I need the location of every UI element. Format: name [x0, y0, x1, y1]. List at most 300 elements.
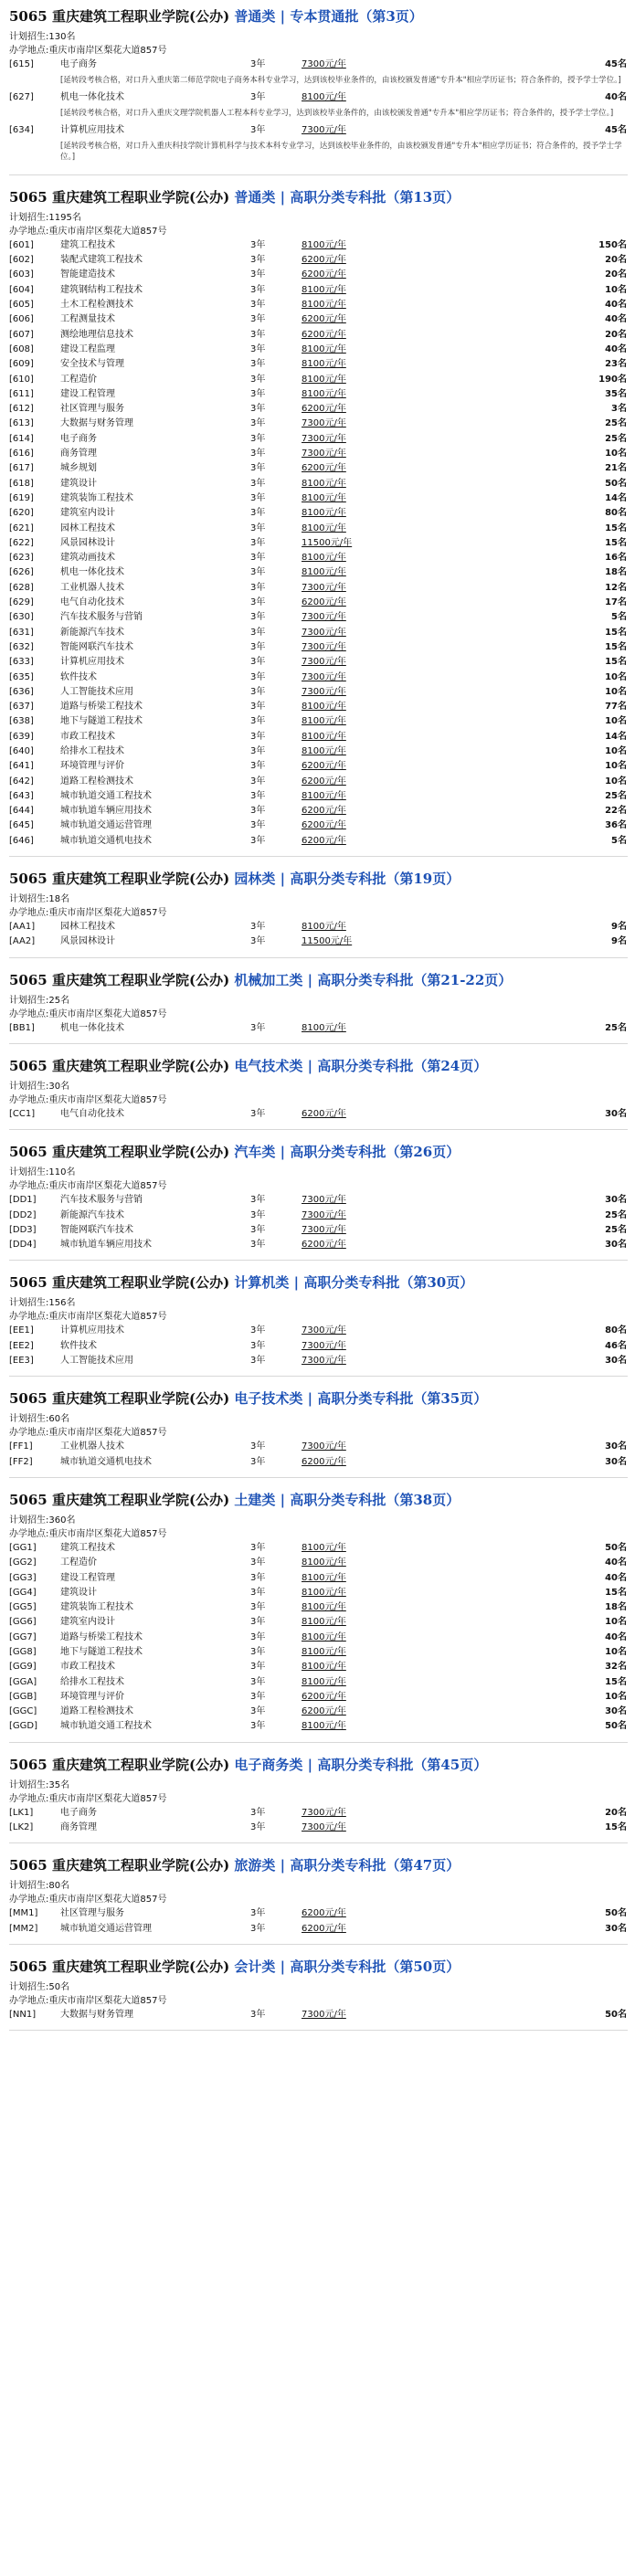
major-name: 电子商务 — [60, 1807, 97, 1818]
block-header — [9, 1491, 628, 1509]
enroll-count: 35名 — [605, 388, 627, 399]
tuition-fee: 8100元/年 — [302, 1022, 346, 1033]
enroll-count: 17名 — [605, 597, 627, 608]
major-row — [9, 640, 628, 655]
tuition-fee: 8100元/年 — [302, 1647, 346, 1657]
tuition-fee: 7300元/年 — [302, 124, 346, 135]
major-name: 城乡规划 — [60, 463, 97, 474]
category-link[interactable]: 园林类 — [234, 871, 276, 888]
major-row — [9, 328, 628, 343]
batch-link[interactable]: 高职分类专科批（第26页） — [290, 1144, 460, 1161]
major-code: [611] — [9, 388, 34, 399]
batch-link[interactable]: 专本贯通批（第3页） — [290, 8, 423, 25]
major-name: 给排水工程技术 — [60, 1676, 124, 1687]
study-years: 3年 — [250, 1325, 266, 1336]
major-row — [9, 298, 628, 312]
study-years: 3年 — [250, 1602, 266, 1613]
tuition-fee: 7300元/年 — [302, 1340, 346, 1351]
school-address: 办学地点:重庆市南岸区梨花大道857号 — [9, 1528, 167, 1539]
major-name: 智能网联汽车技术 — [60, 1224, 133, 1235]
tuition-fee: 8100元/年 — [302, 1587, 346, 1598]
major-name: 地下与隧道工程技术 — [60, 1647, 143, 1657]
study-years: 3年 — [250, 731, 266, 742]
plan-count: 计划招生:156名 — [9, 1298, 76, 1309]
major-name: 建筑设计 — [60, 1587, 97, 1598]
study-years: 3年 — [250, 702, 266, 713]
enroll-count: 50名 — [605, 2009, 627, 2020]
study-years: 3年 — [250, 374, 266, 385]
major-row — [9, 1339, 628, 1354]
plan-count: 计划招生:110名 — [9, 1167, 76, 1178]
batch-link[interactable]: 高职分类专科批（第19页） — [290, 871, 460, 888]
school-address: 办学地点:重庆市南岸区梨花大道857号 — [9, 908, 167, 919]
tuition-fee: 7300元/年 — [302, 1224, 346, 1235]
school-block — [9, 1856, 628, 1945]
enroll-count: 30名 — [605, 1356, 627, 1367]
major-code: [NN1] — [9, 2009, 37, 2020]
major-name: 道路工程检测技术 — [60, 776, 133, 787]
study-years: 3年 — [250, 314, 266, 325]
block-header — [9, 1273, 628, 1292]
major-name: 道路工程检测技术 — [60, 1706, 133, 1717]
enroll-count: 15名 — [605, 1676, 627, 1687]
enroll-count: 20名 — [605, 329, 627, 340]
school-name: 5065 重庆建筑工程职业学院(公办) — [9, 871, 230, 888]
major-row — [9, 461, 628, 476]
study-years: 3年 — [250, 1617, 266, 1628]
major-row — [9, 283, 628, 298]
major-row — [9, 58, 628, 72]
major-row — [9, 1571, 628, 1586]
major-row — [9, 1021, 628, 1036]
tuition-fee: 7300元/年 — [302, 1195, 346, 1206]
plan-count: 计划招生:1195名 — [9, 212, 81, 223]
tuition-fee: 8100元/年 — [302, 359, 346, 370]
tuition-fee: 6200元/年 — [302, 776, 346, 787]
plan-count: 计划招生:130名 — [9, 32, 76, 42]
major-code: [621] — [9, 523, 34, 533]
school-block — [9, 1389, 628, 1478]
major-name: 新能源汽车技术 — [60, 1209, 124, 1220]
plan-count: 计划招生:30名 — [9, 1081, 70, 1092]
major-code: [612] — [9, 404, 34, 415]
major-code: [603] — [9, 269, 34, 280]
major-name: 市政工程技术 — [60, 1662, 115, 1673]
study-years: 3年 — [250, 1456, 266, 1467]
school-name: 5065 重庆建筑工程职业学院(公办) — [9, 1144, 230, 1161]
major-name: 建筑装饰工程技术 — [60, 492, 133, 503]
major-code: [FF1] — [9, 1441, 33, 1452]
tuition-fee: 6200元/年 — [302, 761, 346, 772]
tuition-fee: 8100元/年 — [302, 553, 346, 564]
school-name: 5065 重庆建筑工程职业学院(公办) — [9, 1491, 230, 1508]
enroll-count: 14名 — [605, 731, 627, 742]
enroll-count: 20名 — [605, 255, 627, 266]
enroll-count: 30名 — [605, 1456, 627, 1467]
major-name: 建筑装饰工程技术 — [60, 1602, 133, 1613]
batch-link[interactable]: 高职分类专科批（第30页） — [303, 1274, 474, 1292]
tuition-fee: 8100元/年 — [302, 1542, 346, 1553]
study-years: 3年 — [250, 1441, 266, 1452]
tuition-fee: 6200元/年 — [302, 806, 346, 817]
enroll-count: 10名 — [605, 776, 627, 787]
major-code: [GG6] — [9, 1617, 37, 1628]
block-header — [9, 188, 628, 206]
school-name: 5065 重庆建筑工程职业学院(公办) — [9, 1857, 230, 1874]
major-row — [9, 1556, 628, 1570]
study-years: 3年 — [250, 1022, 266, 1033]
batch-link[interactable]: 高职分类专科批（第50页） — [290, 1958, 460, 1975]
batch-link[interactable]: 高职分类专科批（第21-22页） — [317, 971, 513, 988]
major-code: [633] — [9, 657, 34, 668]
study-years: 3年 — [250, 820, 266, 831]
major-row — [9, 610, 628, 625]
tuition-fee: 8100元/年 — [302, 523, 346, 533]
school-name: 5065 重庆建筑工程职业学院(公办) — [9, 1390, 230, 1408]
tuition-fee: 7300元/年 — [302, 59, 346, 69]
school-block — [9, 971, 628, 1044]
study-years: 3年 — [250, 1676, 266, 1687]
major-name: 软件技术 — [60, 671, 97, 682]
major-row — [9, 90, 628, 105]
enroll-count: 15名 — [605, 627, 627, 638]
major-row — [9, 1922, 628, 1937]
major-name: 安全技术与管理 — [60, 359, 124, 370]
tuition-fee: 8100元/年 — [302, 1602, 346, 1613]
major-row — [9, 834, 628, 849]
separator: | — [302, 1756, 318, 1773]
batch-link[interactable]: 高职分类专科批（第45页） — [317, 1756, 488, 1773]
major-code: [GGB] — [9, 1691, 37, 1702]
enroll-count: 10名 — [605, 671, 627, 682]
enroll-count: 80名 — [605, 1325, 627, 1336]
major-code: [EE3] — [9, 1356, 34, 1367]
category-link[interactable]: 计算机类 — [234, 1274, 290, 1292]
study-years: 3年 — [250, 463, 266, 474]
study-years: 3年 — [250, 343, 266, 354]
major-row — [9, 775, 628, 789]
enroll-count: 30名 — [605, 1108, 627, 1119]
study-years: 3年 — [250, 567, 266, 578]
study-years: 3年 — [250, 936, 266, 947]
tuition-fee: 8100元/年 — [302, 716, 346, 727]
enroll-count: 15名 — [605, 537, 627, 548]
major-name: 社区管理与服务 — [60, 404, 124, 415]
enroll-count: 32名 — [605, 1662, 627, 1673]
major-code: [610] — [9, 374, 34, 385]
major-code: [626] — [9, 567, 34, 578]
major-row — [9, 1806, 628, 1821]
study-years: 3年 — [250, 269, 266, 280]
major-name: 电气自动化技术 — [60, 1108, 124, 1119]
major-name: 城市轨道交通工程技术 — [60, 1721, 152, 1732]
major-row — [9, 655, 628, 670]
tuition-fee: 7300元/年 — [302, 641, 346, 652]
major-name: 风景园林设计 — [60, 936, 115, 947]
major-row — [9, 804, 628, 818]
major-code: [619] — [9, 492, 34, 503]
tuition-fee: 8100元/年 — [302, 1617, 346, 1628]
tuition-fee: 7300元/年 — [302, 627, 346, 638]
study-years: 3年 — [250, 553, 266, 564]
enroll-count: 40名 — [605, 1557, 627, 1568]
major-name: 机电一体化技术 — [60, 1022, 124, 1033]
major-note: [延转段考核合格，对口升入重庆文理学院机器人工程本科专业学习，达到该校毕业条件的，由该校颁发普通"专升本"相应学历证书；符合条件的，授予学士学位。] — [60, 109, 614, 119]
block-header — [9, 7, 628, 26]
enroll-count: 21名 — [605, 463, 627, 474]
enroll-count: 18名 — [605, 1602, 627, 1613]
study-years: 3年 — [250, 1822, 266, 1833]
enroll-count: 15名 — [605, 641, 627, 652]
major-code: [AA1] — [9, 922, 36, 933]
school-name: 5065 重庆建筑工程职业学院(公办) — [9, 1756, 230, 1773]
major-code: [634] — [9, 124, 34, 135]
major-name: 机电一体化技术 — [60, 567, 124, 578]
study-years: 3年 — [250, 835, 266, 846]
school-name: 5065 重庆建筑工程职业学院(公办) — [9, 188, 230, 206]
major-code: [606] — [9, 314, 34, 325]
category-link[interactable]: 会计类 — [234, 1958, 276, 1975]
enroll-count: 25名 — [605, 1224, 627, 1235]
category-link[interactable]: 电气技术类 — [234, 1057, 303, 1074]
enroll-count: 77名 — [605, 702, 627, 713]
major-code: [620] — [9, 508, 34, 519]
major-name: 电气自动化技术 — [60, 597, 124, 608]
tuition-fee: 6200元/年 — [302, 269, 346, 280]
major-code: [GGC] — [9, 1706, 37, 1717]
enroll-count: 46名 — [605, 1340, 627, 1351]
major-row — [9, 373, 628, 387]
study-years: 3年 — [250, 790, 266, 801]
enroll-count: 15名 — [605, 523, 627, 533]
study-years: 3年 — [250, 523, 266, 533]
enroll-count: 10名 — [605, 745, 627, 756]
major-name: 建设工程管理 — [60, 388, 115, 399]
block-header — [9, 1756, 628, 1774]
enroll-count: 30名 — [605, 1441, 627, 1452]
category-link[interactable]: 土建类 — [234, 1491, 276, 1508]
major-name: 风景园林设计 — [60, 537, 115, 548]
major-name: 城市轨道交通工程技术 — [60, 790, 152, 801]
tuition-fee: 6200元/年 — [302, 463, 346, 474]
major-code: [DD3] — [9, 1224, 37, 1235]
tuition-fee: 7300元/年 — [302, 657, 346, 668]
category-link[interactable]: 电子商务类 — [234, 1756, 303, 1773]
major-code: [615] — [9, 59, 34, 69]
major-code: [GG7] — [9, 1631, 37, 1642]
major-code: [630] — [9, 612, 34, 623]
plan-count: 计划招生:50名 — [9, 1981, 70, 1992]
study-years: 3年 — [250, 1542, 266, 1553]
separator: | — [275, 1958, 291, 1975]
tuition-fee: 6200元/年 — [302, 1706, 346, 1717]
category-link[interactable]: 普通类 — [234, 188, 276, 206]
major-code: [635] — [9, 671, 34, 682]
major-code: [637] — [9, 702, 34, 713]
major-row — [9, 759, 628, 774]
major-name: 地下与隧道工程技术 — [60, 716, 143, 727]
enroll-count: 40名 — [605, 1572, 627, 1583]
tuition-fee: 7300元/年 — [302, 671, 346, 682]
enroll-count: 50名 — [605, 1542, 627, 1553]
major-row — [9, 1324, 628, 1338]
batch-link[interactable]: 高职分类专科批（第47页） — [290, 1857, 460, 1874]
major-code: [FF2] — [9, 1456, 33, 1467]
enroll-count: 30名 — [605, 1240, 627, 1251]
enroll-count: 40名 — [605, 343, 627, 354]
school-address: 办学地点:重庆市南岸区梨花大道857号 — [9, 1181, 167, 1192]
major-code: [608] — [9, 343, 34, 354]
category-link[interactable]: 旅游类 — [234, 1857, 276, 1874]
major-name: 建设工程管理 — [60, 1572, 115, 1583]
study-years: 3年 — [250, 1587, 266, 1598]
school-address: 办学地点:重庆市南岸区梨花大道857号 — [9, 1793, 167, 1804]
school-block — [9, 1057, 628, 1130]
tuition-fee: 6200元/年 — [302, 1923, 346, 1934]
study-years: 3年 — [250, 1631, 266, 1642]
major-code: [DD2] — [9, 1209, 37, 1220]
block-header — [9, 870, 628, 888]
study-years: 3年 — [250, 641, 266, 652]
major-name: 工业机器人技术 — [60, 582, 124, 593]
major-row — [9, 123, 628, 138]
major-name: 商务管理 — [60, 1822, 97, 1833]
study-years: 3年 — [250, 284, 266, 295]
major-name: 建筑室内设计 — [60, 508, 115, 519]
study-years: 3年 — [250, 59, 266, 69]
tuition-fee: 6200元/年 — [302, 1456, 346, 1467]
separator: | — [275, 1857, 291, 1874]
enroll-count: 23名 — [605, 359, 627, 370]
major-code: [643] — [9, 790, 34, 801]
category-link[interactable]: 汽车类 — [234, 1144, 276, 1161]
category-link[interactable]: 电子技术类 — [234, 1390, 303, 1408]
major-row — [9, 1705, 628, 1719]
separator: | — [289, 1274, 304, 1292]
major-name: 城市轨道交通机电技术 — [60, 1456, 152, 1467]
enroll-count: 45名 — [605, 59, 627, 69]
major-row — [9, 730, 628, 744]
tuition-fee: 7300元/年 — [302, 1325, 346, 1336]
study-years: 3年 — [250, 537, 266, 548]
major-row — [9, 387, 628, 402]
study-years: 3年 — [250, 1108, 266, 1119]
major-name: 建筑钢结构工程技术 — [60, 284, 143, 295]
enroll-count: 5名 — [611, 612, 627, 623]
major-row — [9, 1586, 628, 1600]
study-years: 3年 — [250, 776, 266, 787]
major-name: 计算机应用技术 — [60, 657, 124, 668]
tuition-fee: 6200元/年 — [302, 404, 346, 415]
major-row — [9, 1615, 628, 1630]
tuition-fee: 8100元/年 — [302, 790, 346, 801]
school-block — [9, 188, 628, 857]
major-name: 人工智能技术应用 — [60, 686, 133, 697]
tuition-fee: 11500元/年 — [302, 936, 353, 947]
enroll-count: 25名 — [605, 433, 627, 444]
enroll-count: 9名 — [611, 922, 627, 933]
school-address: 办学地点:重庆市南岸区梨花大道857号 — [9, 1895, 167, 1906]
enroll-count: 10名 — [605, 1691, 627, 1702]
major-name: 城市轨道车辆应用技术 — [60, 1240, 152, 1251]
enroll-count: 20名 — [605, 1807, 627, 1818]
separator: | — [275, 871, 291, 888]
major-code: [MM2] — [9, 1923, 38, 1934]
school-block — [9, 1143, 628, 1261]
major-row — [9, 551, 628, 565]
major-code: [MM1] — [9, 1908, 38, 1919]
major-row — [9, 714, 628, 729]
major-code: [627] — [9, 91, 34, 102]
major-code: [605] — [9, 300, 34, 311]
enroll-count: 30名 — [605, 1923, 627, 1934]
major-row — [9, 920, 628, 934]
block-header — [9, 1856, 628, 1874]
tuition-fee: 8100元/年 — [302, 1557, 346, 1568]
enroll-count: 36名 — [605, 820, 627, 831]
tuition-fee: 8100元/年 — [302, 91, 346, 102]
major-row — [9, 1107, 628, 1122]
major-code: [618] — [9, 478, 34, 489]
study-years: 3年 — [250, 1923, 266, 1934]
major-code: [629] — [9, 597, 34, 608]
major-code: [642] — [9, 776, 34, 787]
major-code: [GGA] — [9, 1676, 37, 1687]
major-row — [9, 1906, 628, 1921]
batch-link[interactable]: 高职分类专科批（第13页） — [290, 188, 460, 206]
major-name: 工程测量技术 — [60, 314, 115, 325]
batch-link[interactable]: 高职分类专科批（第35页） — [317, 1390, 488, 1408]
category-link[interactable]: 普通类 — [234, 8, 276, 25]
major-row — [9, 1660, 628, 1674]
tuition-fee: 8100元/年 — [302, 1572, 346, 1583]
major-name: 道路与桥梁工程技术 — [60, 702, 143, 713]
major-code: [628] — [9, 582, 34, 593]
study-years: 3年 — [250, 492, 266, 503]
study-years: 3年 — [250, 239, 266, 250]
school-name: 5065 重庆建筑工程职业学院(公办) — [9, 1958, 230, 1975]
major-row — [9, 818, 628, 833]
school-block — [9, 1491, 628, 1743]
study-years: 3年 — [250, 1807, 266, 1818]
study-years: 3年 — [250, 597, 266, 608]
category-link[interactable]: 机械加工类 — [234, 971, 303, 988]
batch-link[interactable]: 高职分类专科批（第38页） — [290, 1491, 460, 1508]
block-header — [9, 1143, 628, 1161]
major-name: 工程造价 — [60, 1557, 97, 1568]
major-name: 软件技术 — [60, 1340, 97, 1351]
major-name: 建筑室内设计 — [60, 1617, 115, 1628]
enroll-count: 10名 — [605, 1647, 627, 1657]
tuition-fee: 8100元/年 — [302, 1631, 346, 1642]
tuition-fee: 8100元/年 — [302, 731, 346, 742]
major-code: [604] — [9, 284, 34, 295]
major-code: [GG2] — [9, 1557, 37, 1568]
block-header — [9, 1057, 628, 1075]
major-code: [LK1] — [9, 1807, 34, 1818]
major-row — [9, 1455, 628, 1470]
study-years: 3年 — [250, 657, 266, 668]
major-name: 城市轨道交通运营管理 — [60, 820, 152, 831]
enroll-count: 50名 — [605, 1721, 627, 1732]
major-code: [640] — [9, 745, 34, 756]
enroll-count: 40名 — [605, 91, 627, 102]
study-years: 3年 — [250, 388, 266, 399]
batch-link[interactable]: 高职分类专科批（第24页） — [317, 1057, 488, 1074]
major-code: [GG8] — [9, 1647, 37, 1657]
major-name: 园林工程技术 — [60, 922, 115, 933]
major-name: 建筑工程技术 — [60, 1542, 115, 1553]
